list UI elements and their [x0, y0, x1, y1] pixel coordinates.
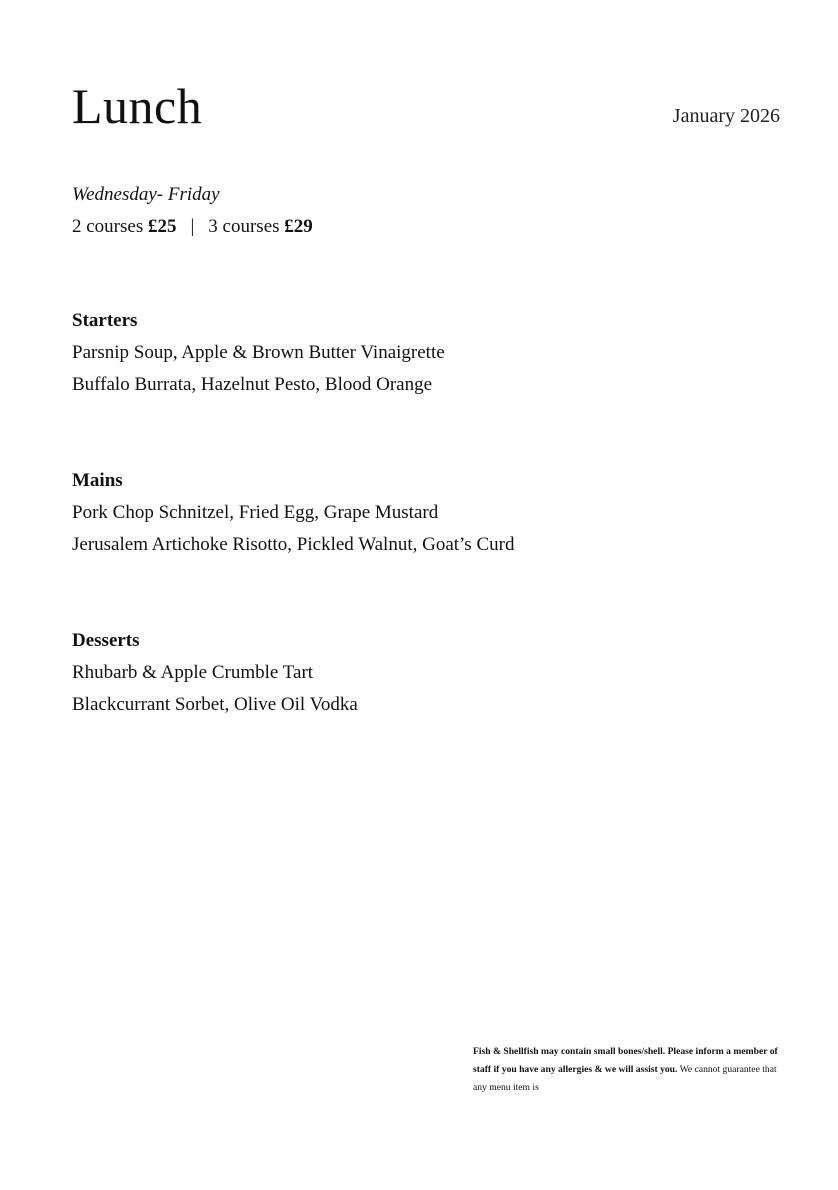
allergy-footnote-regular: We cannot guarantee that any menu item is	[473, 1064, 777, 1093]
menu-info	[72, 179, 313, 243]
three-courses-price: £29	[284, 216, 313, 237]
menu-item: Rhubarb & Apple Crumble Tart	[72, 662, 314, 683]
price-separator: |	[190, 216, 195, 237]
menu-item: Buffalo Burrata, Hazelnut Pesto, Blood Orange	[72, 374, 433, 395]
two-courses-price: £25	[147, 216, 177, 237]
section-starters	[72, 305, 445, 401]
section-heading-starters: Starters	[72, 310, 138, 331]
section-heading-desserts: Desserts	[72, 630, 140, 651]
section-heading-mains: Mains	[72, 470, 123, 491]
menu-item: Blackcurrant Sorbet, Olive Oil Vodka	[72, 694, 358, 715]
menu-item: Parsnip Soup, Apple & Brown Butter Vinaigrette	[72, 342, 445, 363]
service-days: Wednesday- Friday	[72, 184, 220, 205]
allergy-footnote-bold: Fish & Shellfish may contain small bones/shell. Please inform a member of staff if you have any allergies & we will assist you.	[473, 1046, 778, 1075]
section-desserts	[72, 625, 358, 721]
menu-item: Pork Chop Schnitzel, Fried Egg, Grape Mustard	[72, 502, 439, 523]
page-title: Lunch	[72, 78, 203, 134]
menu-date: January 2026	[672, 105, 780, 127]
section-mains	[72, 465, 514, 561]
price-line	[72, 211, 313, 243]
allergy-footnote	[473, 1043, 788, 1097]
three-courses-label: 3 courses	[208, 216, 285, 237]
two-courses-label: 2 courses	[72, 216, 148, 237]
menu-item: Jerusalem Artichoke Risotto, Pickled Walnut, Goat’s Curd	[72, 534, 515, 555]
